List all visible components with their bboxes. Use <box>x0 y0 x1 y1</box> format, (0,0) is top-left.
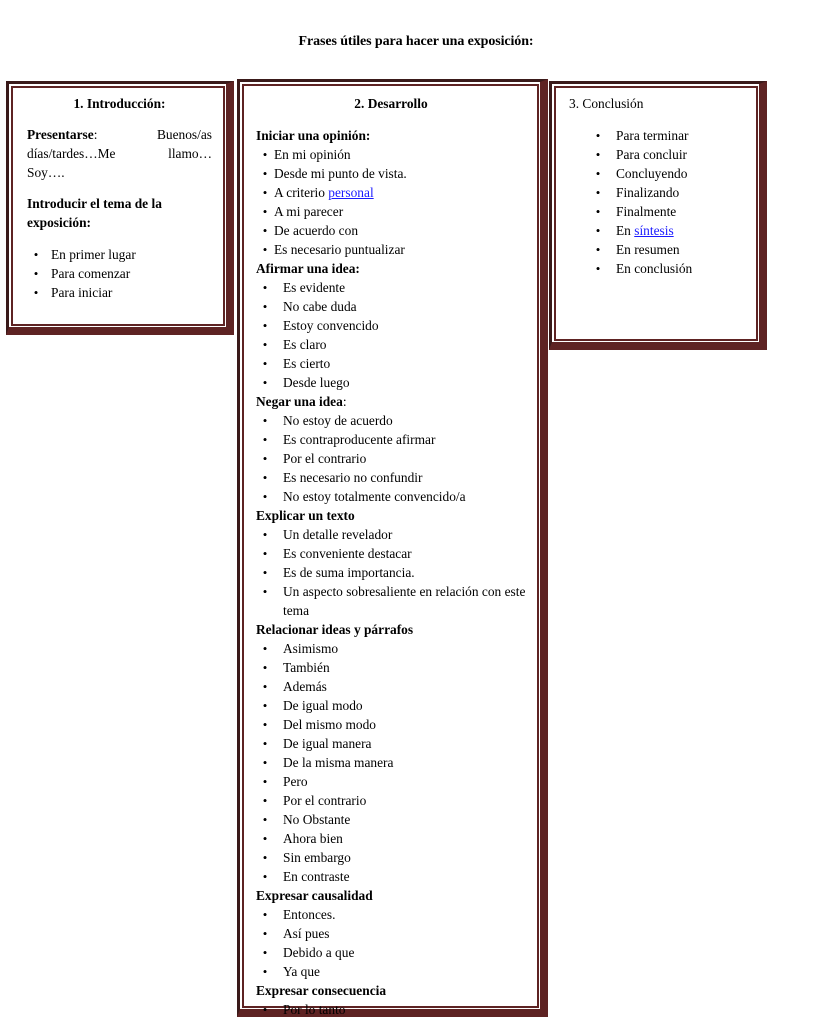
list-item-text: En mi opinión <box>274 147 351 162</box>
bullet-icon: • <box>262 945 268 960</box>
list-item <box>256 164 526 183</box>
introduccion-content <box>27 94 212 302</box>
list-item <box>256 335 526 354</box>
bullet-icon: • <box>262 755 268 770</box>
bullet-icon: • <box>262 850 268 865</box>
list-item-text: Entonces. <box>283 907 336 922</box>
bullet-icon: • <box>262 223 268 238</box>
list-item-text: En contraste <box>283 869 350 884</box>
section-list <box>256 525 526 620</box>
list-item-text: Es necesario no confundir <box>283 470 423 485</box>
list-item-text: No estoy totalmente convencido/a <box>283 489 466 504</box>
list-item <box>569 259 749 278</box>
list-item-text: Es conveniente destacar <box>283 546 412 561</box>
list-item-text: En conclusión <box>616 261 693 276</box>
list-item-text: Por el contrario <box>283 451 367 466</box>
bullet-icon: • <box>595 128 601 143</box>
list-item <box>256 905 526 924</box>
list-item-text: Pero <box>283 774 308 789</box>
list-item-text: Ya que <box>283 964 320 979</box>
list-item <box>256 468 526 487</box>
bullet-icon: • <box>262 774 268 789</box>
bullet-icon: • <box>262 356 268 371</box>
list-item <box>256 829 526 848</box>
list-item-text: Es necesario puntualizar <box>274 242 405 257</box>
bullet-icon: • <box>262 299 268 314</box>
section-title <box>256 392 526 411</box>
list-item <box>569 145 749 164</box>
list-item-text: Concluyendo <box>616 166 688 181</box>
section-title-text: Negar una idea <box>256 394 343 409</box>
bullet-icon: • <box>262 565 268 580</box>
list-item-text: En resumen <box>616 242 680 257</box>
section-list <box>256 278 526 392</box>
list-item <box>256 430 526 449</box>
bullet-icon: • <box>262 812 268 827</box>
bullet-icon: • <box>33 247 39 262</box>
bullet-icon: • <box>595 166 601 181</box>
list-item-text: Sin embargo <box>283 850 351 865</box>
list-item-text: A mi parecer <box>274 204 344 219</box>
list-item-text: Del mismo modo <box>283 717 376 732</box>
presentarse-line <box>27 125 212 144</box>
list-item-text: Es evidente <box>283 280 346 295</box>
list-item-text: Desde mi punto de vista. <box>274 166 407 181</box>
bullet-icon: • <box>262 489 268 504</box>
list-item <box>256 772 526 791</box>
bullet-icon: • <box>262 698 268 713</box>
list-item-text: Por el contrario <box>283 793 367 808</box>
list-item <box>256 316 526 335</box>
conclusion-heading: 3. Conclusión <box>569 96 644 111</box>
list-item <box>256 753 526 772</box>
list-item <box>256 734 526 753</box>
list-item-text: Desde luego <box>283 375 350 390</box>
list-item <box>256 487 526 506</box>
list-item-text: De la misma manera <box>283 755 394 770</box>
list-item-text: No cabe duda <box>283 299 357 314</box>
list-item-text: Además <box>283 679 327 694</box>
link-personal[interactable]: personal <box>328 185 374 200</box>
introduccion-list <box>27 245 212 302</box>
bullet-icon: • <box>262 793 268 808</box>
list-item-text: De acuerdo con <box>274 223 359 238</box>
bullet-icon: • <box>262 451 268 466</box>
list-item-text: En primer lugar <box>51 247 136 262</box>
list-item-text: También <box>283 660 330 675</box>
list-item <box>256 202 526 221</box>
section-title-text: Explicar un texto <box>256 508 355 523</box>
desarrollo-content <box>256 94 526 1017</box>
section-list <box>256 411 526 506</box>
list-item <box>256 810 526 829</box>
section-title-text: Relacionar ideas y párrafos <box>256 622 414 637</box>
bullet-icon: • <box>262 527 268 542</box>
bullet-icon: • <box>262 413 268 428</box>
bullet-icon: • <box>262 204 268 219</box>
bullet-icon: • <box>262 641 268 656</box>
list-item <box>256 449 526 468</box>
bullet-icon: • <box>262 679 268 694</box>
list-item-text: Asimismo <box>283 641 339 656</box>
bullet-icon: • <box>262 546 268 561</box>
list-item <box>256 183 526 202</box>
list-item-text: Por lo tanto <box>283 1002 346 1017</box>
section-list <box>256 1000 526 1019</box>
section-title <box>256 886 526 905</box>
presentarse-line-2 <box>27 144 212 163</box>
list-item <box>256 145 526 164</box>
section-list <box>256 145 526 259</box>
list-item-text: Es cierto <box>283 356 331 371</box>
section-title <box>256 620 526 639</box>
section-list <box>256 905 526 981</box>
bullet-icon: • <box>595 223 601 238</box>
bullet-icon: • <box>262 584 268 599</box>
bullet-icon: • <box>262 717 268 732</box>
conclusion-content <box>569 94 749 278</box>
list-item-text: A criterio <box>274 185 329 200</box>
list-item <box>569 221 749 240</box>
tema-label: Introducir el tema de la exposición: <box>27 196 162 230</box>
bullet-icon: • <box>595 185 601 200</box>
list-item <box>569 164 749 183</box>
list-item-text: Para concluir <box>616 147 688 162</box>
presentarse-colon: : <box>93 127 98 142</box>
bullet-icon: • <box>262 736 268 751</box>
bullet-icon: • <box>262 185 268 200</box>
presentarse-word-3: llamo… <box>168 146 212 161</box>
list-item <box>256 525 526 544</box>
list-item-text: Estoy convencido <box>283 318 379 333</box>
list-item-text: En <box>616 223 635 238</box>
list-item-text: De igual manera <box>283 736 372 751</box>
introduccion-heading: 1. Introducción: <box>73 96 166 111</box>
bullet-icon: • <box>262 166 268 181</box>
desarrollo-heading: 2. Desarrollo <box>354 96 428 111</box>
section-title <box>256 126 526 145</box>
presentarse-block <box>27 125 212 182</box>
section-title <box>256 259 526 278</box>
list-item <box>27 245 212 264</box>
list-item <box>27 283 212 302</box>
list-item-text: Finalmente <box>616 204 677 219</box>
list-item <box>256 696 526 715</box>
bullet-icon: • <box>262 375 268 390</box>
presentarse-word-2: días/tardes…Me <box>27 146 116 161</box>
list-item <box>256 373 526 392</box>
list-item <box>256 677 526 696</box>
list-item <box>256 848 526 867</box>
bullet-icon: • <box>595 204 601 219</box>
list-item-text: Un aspecto sobresaliente en relación con este tema <box>283 584 526 618</box>
list-item-text: Finalizando <box>616 185 680 200</box>
list-item <box>569 202 749 221</box>
list-item <box>256 943 526 962</box>
list-item-text: Para comenzar <box>51 266 131 281</box>
list-item-text: Así pues <box>283 926 330 941</box>
bullet-icon: • <box>262 337 268 352</box>
desarrollo-sections <box>256 126 526 1019</box>
list-item <box>256 962 526 981</box>
list-item <box>256 354 526 373</box>
bullet-icon: • <box>262 242 268 257</box>
list-item-text: Debido a que <box>283 945 355 960</box>
list-item <box>256 1000 526 1019</box>
list-item-text: Es claro <box>283 337 327 352</box>
list-item-text: Es contraproducente afirmar <box>283 432 436 447</box>
link-sintesis[interactable]: síntesis <box>634 223 674 238</box>
presentarse-label: Presentarse <box>27 127 94 142</box>
bullet-icon: • <box>262 470 268 485</box>
presentarse-end: Soy…. <box>27 165 65 180</box>
list-item <box>569 183 749 202</box>
bullet-icon: • <box>262 907 268 922</box>
list-item <box>256 582 526 620</box>
section-list <box>256 639 526 886</box>
section-title <box>256 981 526 1000</box>
section-title-text: Iniciar una opinión: <box>256 128 371 143</box>
list-item <box>256 297 526 316</box>
list-item-text: Ahora bien <box>283 831 343 846</box>
list-item <box>256 563 526 582</box>
bullet-icon: • <box>595 261 601 276</box>
list-item <box>256 544 526 563</box>
bullet-icon: • <box>262 147 268 162</box>
list-item <box>569 240 749 259</box>
list-item-text: No estoy de acuerdo <box>283 413 393 428</box>
section-title-text: Afirmar una idea: <box>256 261 360 276</box>
section-title-text: Expresar consecuencia <box>256 983 387 998</box>
bullet-icon: • <box>262 318 268 333</box>
bullet-icon: • <box>595 147 601 162</box>
bullet-icon: • <box>262 1002 268 1017</box>
bullet-icon: • <box>262 831 268 846</box>
bullet-icon: • <box>262 280 268 295</box>
list-item <box>256 411 526 430</box>
list-item-text: Es de suma importancia. <box>283 565 415 580</box>
list-item <box>256 924 526 943</box>
list-item-text: Para iniciar <box>51 285 113 300</box>
conclusion-list <box>569 126 749 278</box>
list-item-text: Para terminar <box>616 128 689 143</box>
list-item <box>256 867 526 886</box>
list-item <box>27 264 212 283</box>
list-item <box>256 221 526 240</box>
bullet-icon: • <box>262 964 268 979</box>
list-item <box>256 639 526 658</box>
presentarse-word-1: Buenos/as <box>156 127 212 142</box>
list-item-text: De igual modo <box>283 698 363 713</box>
section-title-text: Expresar causalidad <box>256 888 373 903</box>
section-title-suffix: : <box>342 394 347 409</box>
list-item <box>256 240 526 259</box>
list-item <box>256 278 526 297</box>
list-item <box>256 791 526 810</box>
list-item <box>569 126 749 145</box>
bullet-icon: • <box>33 266 39 281</box>
list-item-text: Un detalle revelador <box>283 527 393 542</box>
list-item <box>256 658 526 677</box>
bullet-icon: • <box>262 660 268 675</box>
bullet-icon: • <box>33 285 39 300</box>
list-item <box>256 715 526 734</box>
page-title: Frases útiles para hacer una exposición: <box>298 34 534 49</box>
list-item-text: No Obstante <box>283 812 351 827</box>
bullet-icon: • <box>595 242 601 257</box>
bullet-icon: • <box>262 432 268 447</box>
bullet-icon: • <box>262 926 268 941</box>
bullet-icon: • <box>262 869 268 884</box>
section-title <box>256 506 526 525</box>
